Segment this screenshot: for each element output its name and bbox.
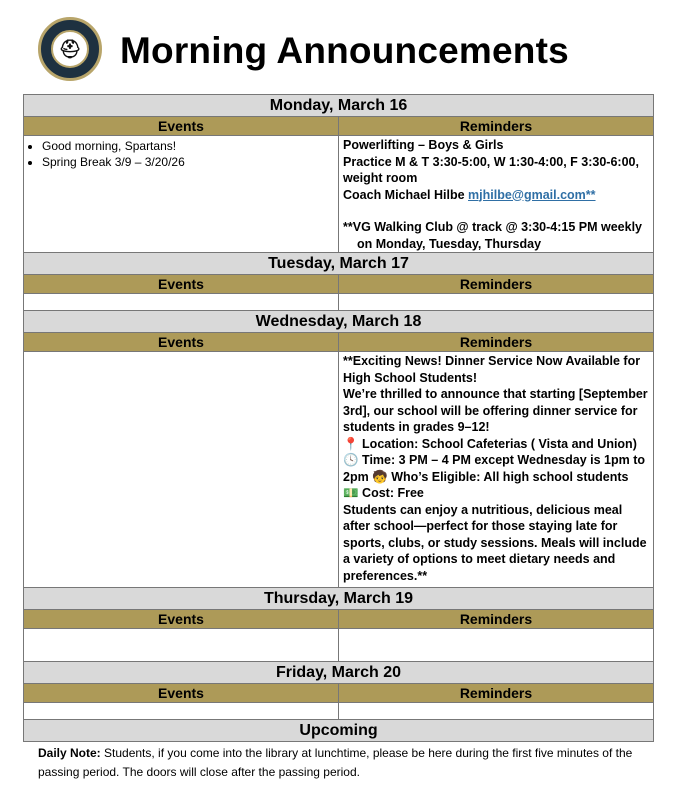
- day-title: Monday, March 16: [24, 95, 654, 117]
- daily-note-label: Daily Note:: [38, 746, 101, 760]
- pin-icon: 📍: [343, 436, 359, 451]
- events-header: Events: [24, 333, 339, 352]
- reminders-header: Reminders: [339, 333, 654, 352]
- day-title: Tuesday, March 17: [24, 253, 654, 275]
- events-cell: [24, 294, 339, 311]
- daily-note: [38, 744, 638, 782]
- events-header: Events: [24, 684, 339, 703]
- reminders-header: Reminders: [339, 117, 654, 136]
- announcements-table: [23, 94, 654, 742]
- reminders-header: Reminders: [339, 684, 654, 703]
- reminder-line: **Exciting News! Dinner Service Now Available for High School Students!: [343, 354, 641, 385]
- reminder-line: Practice M & T 3:30-5:00, W 1:30-4:00, F 3:30-6:00, weight room: [343, 154, 639, 185]
- day-title: Thursday, March 19: [24, 588, 654, 610]
- event-item: • Spring Break 3/9 – 3/20/26: [42, 154, 334, 170]
- page-title: Morning Announcements: [120, 30, 569, 71]
- upcoming-title: Upcoming: [24, 720, 654, 742]
- reminder-line: [343, 436, 649, 453]
- reminders-cell: [339, 703, 654, 720]
- reminders-cell: [339, 629, 654, 662]
- reminders-header: Reminders: [339, 275, 654, 294]
- reminders-cell: [339, 352, 654, 588]
- student-icon: 🧒: [372, 469, 388, 484]
- events-cell: [24, 629, 339, 662]
- reminder-line: [343, 452, 649, 485]
- reminder-line: [343, 187, 649, 204]
- events-header: Events: [24, 117, 339, 136]
- day-title: Friday, March 20: [24, 662, 654, 684]
- cost-text: Cost: Free: [358, 486, 424, 500]
- events-header: Events: [24, 275, 339, 294]
- events-cell: [24, 352, 339, 588]
- reminders-header: Reminders: [339, 610, 654, 629]
- daily-note-text: Students, if you come into the library at lunchtime, please be here during the first five minutes of the passing period. The doors will close after the passing period.: [38, 746, 633, 779]
- reminder-line: **VG Walking Club @ track @ 3:30-4:15 PM weekly: [343, 220, 643, 234]
- money-icon: 💵: [343, 486, 359, 500]
- coach-name: Coach Michael Hilbe: [343, 187, 469, 202]
- reminder-line: We’re thrilled to announce that starting [September 3rd], our school will be offering dinner service for students in grades 9–12!: [343, 387, 648, 434]
- time-text: Time: 3 PM – 4 PM except Wednesday is 1pm to 2pm: [343, 453, 646, 484]
- email-link[interactable]: mjhilbe@gmail.com**: [468, 187, 596, 202]
- reminder-line: Students can enjoy a nutritious, delicious meal after school—perfect for those staying late for sports, clubs, or study sessions. Meals will include a variety of options to meet dietary needs and preferences.**: [343, 502, 647, 583]
- reminder-line: on Monday, Tuesday, Thursday: [357, 236, 542, 251]
- reminders-cell: [339, 136, 654, 253]
- location-text: Location: School Cafeterias ( Vista and Union): [358, 436, 637, 451]
- events-header: Events: [24, 610, 339, 629]
- reminder-line: Powerlifting – Boys & Girls: [343, 138, 504, 152]
- events-cell: [24, 136, 339, 253]
- reminders-cell: [339, 294, 654, 311]
- school-logo: [38, 17, 102, 81]
- clock-icon: 🕓: [343, 453, 359, 467]
- eligibility-text: Who’s Eligible: All high school students: [387, 469, 629, 484]
- event-item: • Good morning, Spartans!: [42, 138, 334, 154]
- events-cell: [24, 703, 339, 720]
- spartan-helmet-icon: ⛑: [51, 30, 89, 68]
- reminder-line: [343, 485, 649, 502]
- day-title: Wednesday, March 18: [24, 311, 654, 333]
